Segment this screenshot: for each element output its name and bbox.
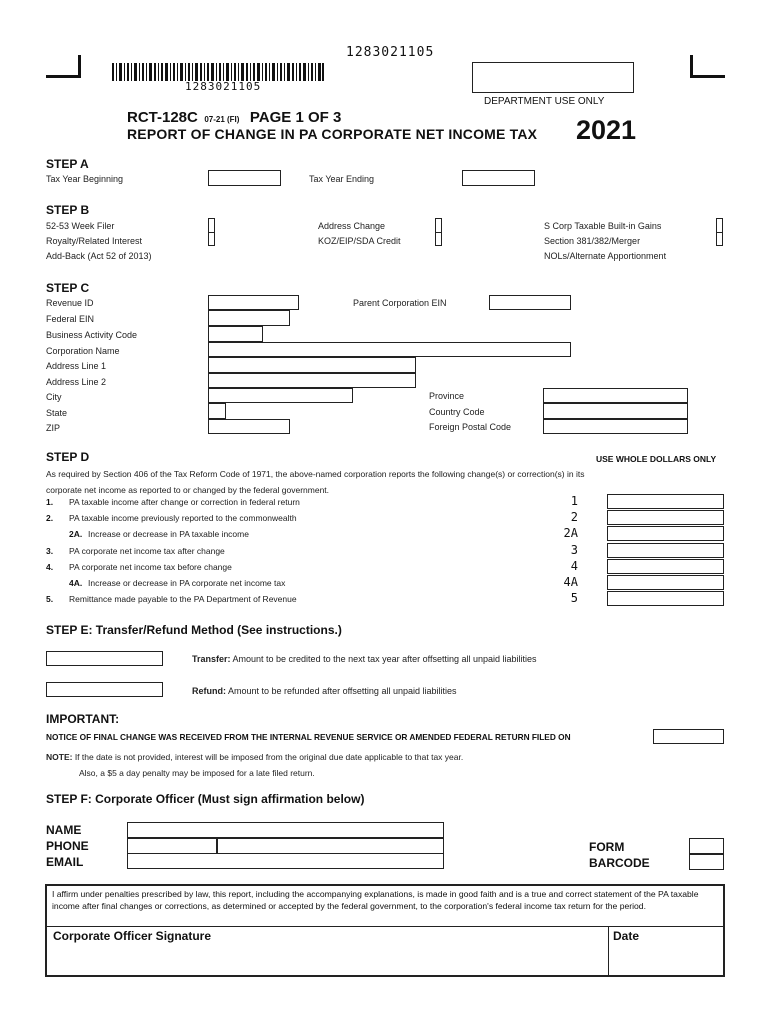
officer-email-label: EMAIL xyxy=(46,855,84,869)
officer-phone-field[interactable] xyxy=(127,838,217,854)
tax-year-beginning-label: Tax Year Beginning xyxy=(46,174,124,184)
revenue-id-field[interactable] xyxy=(208,295,299,310)
step-d-line-code: 3 xyxy=(570,543,578,557)
step-d-line-amount-field[interactable] xyxy=(607,510,724,525)
department-use-label: DEPARTMENT USE ONLY xyxy=(484,96,605,107)
step-b-koz-credit: KOZ/EIP/SDA Credit xyxy=(318,236,401,246)
step-b-address-change: Address Change xyxy=(318,221,386,231)
refund-bold: Refund: xyxy=(192,686,226,696)
refund-text: Amount to be refunded after offsetting all unpaid liabilities xyxy=(226,686,457,696)
checkbox-pair-col1[interactable] xyxy=(208,218,215,246)
refund-amount-field[interactable] xyxy=(46,682,163,697)
step-d-line-number: 4. xyxy=(46,562,54,572)
step-d-intro-1: As required by Section 406 of the Tax Reform Code of 1971, the above-named corporation reports the following change(s) or correction(s) in its xyxy=(46,469,585,479)
city-label: City xyxy=(46,392,62,402)
barcode-number: 1283021105 xyxy=(185,80,262,93)
checkbox-pair-col3[interactable] xyxy=(716,218,723,246)
step-d-line-code: 4 xyxy=(570,559,578,573)
note-bold: NOTE: xyxy=(46,752,73,762)
address-line-2-field[interactable] xyxy=(208,373,416,388)
officer-phone-ext-field[interactable] xyxy=(217,838,444,854)
federal-ein-label: Federal EIN xyxy=(46,314,95,324)
step-d-line-number: 4A. xyxy=(69,578,83,588)
step-b-s-corp: S Corp Taxable Built-in Gains xyxy=(544,221,662,231)
final-change-notice: NOTICE OF FINAL CHANGE WAS RECEIVED FROM THE INTERNAL REVENUE SERVICE OR AMENDED FEDERAL RETURN FILED ON xyxy=(46,732,571,742)
step-d-line-text: PA corporate net income tax after change xyxy=(69,546,225,556)
foreign-postal-code-field[interactable] xyxy=(543,419,688,434)
date-area[interactable] xyxy=(609,926,723,975)
officer-name-field[interactable] xyxy=(127,822,444,838)
affirmation-block xyxy=(45,884,725,977)
corporation-name-label: Corporation Name xyxy=(46,346,120,356)
corner-mark-left xyxy=(46,55,81,78)
step-d-intro-2: corporate net income as reported to or changed by the federal government. xyxy=(46,485,330,495)
step-d-line-number: 5. xyxy=(46,594,54,604)
step-d-line-amount-field[interactable] xyxy=(607,494,724,509)
note-text: If the date is not provided, interest will be imposed from the original due date applicable to that tax year. xyxy=(72,752,464,762)
officer-phone-label: PHONE xyxy=(46,839,89,853)
refund-description xyxy=(192,686,456,696)
business-activity-code-label: Business Activity Code xyxy=(46,330,138,340)
province-field[interactable] xyxy=(543,388,688,403)
transfer-text: Amount to be credited to the next tax year after offsetting all unpaid liabilities xyxy=(230,654,537,664)
step-d-line-amount-field[interactable] xyxy=(607,591,724,606)
transfer-description xyxy=(192,654,537,664)
step-d-line-number: 2. xyxy=(46,513,54,523)
country-code-field[interactable] xyxy=(543,403,688,419)
zip-label: ZIP xyxy=(46,423,61,433)
step-d-line-text: PA taxable income previously reported to the commonwealth xyxy=(69,513,297,523)
department-use-box xyxy=(472,62,634,93)
step-d-line-amount-field[interactable] xyxy=(607,543,724,558)
step-d-line-amount-field[interactable] xyxy=(607,526,724,541)
doc-number-top: 1283021105 xyxy=(346,45,435,60)
officer-email-field[interactable] xyxy=(127,853,444,869)
corporation-name-field[interactable] xyxy=(208,342,571,357)
important-heading: IMPORTANT: xyxy=(46,712,120,726)
signature-label: Corporate Officer Signature xyxy=(53,929,212,943)
step-d-heading: STEP D xyxy=(46,450,90,464)
form-id: RCT-128C xyxy=(127,109,198,126)
checkbox-pair-col2[interactable] xyxy=(435,218,442,246)
step-d-line-text: Increase or decrease in PA taxable income xyxy=(88,529,249,539)
business-activity-code-field[interactable] xyxy=(208,326,263,342)
step-b-add-back: Add-Back (Act 52 of 2013) xyxy=(46,251,152,261)
step-c-heading: STEP C xyxy=(46,281,90,295)
step-f-heading: STEP F: Corporate Officer (Must sign affirmation below) xyxy=(46,792,365,806)
tax-year-ending-field[interactable] xyxy=(462,170,535,186)
form-barcode-box-bottom xyxy=(689,854,724,870)
federal-ein-field[interactable] xyxy=(208,310,290,326)
province-label: Province xyxy=(429,391,465,401)
affirmation-text: I affirm under penalties prescribed by law, this report, including the accompanying explanations, is made in good faith and is a true and correct statement of the PA taxable income after final changes or corrections, as determined or accepted by the federal government, to the corporation's federal income tax return for the period. xyxy=(52,889,699,911)
revenue-id-label: Revenue ID xyxy=(46,298,94,308)
parent-ein-field[interactable] xyxy=(489,295,571,310)
officer-name-label: NAME xyxy=(46,823,82,837)
late-penalty-note: Also, a $5 a day penalty may be imposed for a late filed return. xyxy=(79,768,315,778)
step-d-line-code: 4A xyxy=(563,575,578,589)
step-b-nols: NOLs/Alternate Apportionment xyxy=(544,251,667,261)
step-d-line-text: Increase or decrease in PA corporate net income tax xyxy=(88,578,286,588)
step-d-line-code: 1 xyxy=(570,494,578,508)
step-d-line-code: 2A xyxy=(563,526,578,540)
note-line xyxy=(46,752,463,762)
step-b-section-381: Section 381/382/Merger xyxy=(544,236,641,246)
corner-mark-right xyxy=(690,55,725,78)
step-a-heading: STEP A xyxy=(46,157,89,171)
form-barcode-label-1: FORM xyxy=(589,840,625,854)
state-field[interactable] xyxy=(208,403,226,419)
parent-ein-label: Parent Corporation EIN xyxy=(353,298,447,308)
form-id-line xyxy=(127,109,341,127)
address-line-2-label: Address Line 2 xyxy=(46,377,107,387)
address-line-1-label: Address Line 1 xyxy=(46,361,107,371)
state-label: State xyxy=(46,408,68,418)
form-title: REPORT OF CHANGE IN PA CORPORATE NET INCOME TAX xyxy=(127,126,538,142)
step-b-royalty: Royalty/Related Interest xyxy=(46,236,143,246)
step-d-line-number: 1. xyxy=(46,497,54,507)
signature-area[interactable] xyxy=(47,926,609,975)
whole-dollars-note: USE WHOLE DOLLARS ONLY xyxy=(596,454,717,464)
step-d-line-text: PA taxable income after change or correction in federal return xyxy=(69,497,300,507)
step-d-line-amount-field[interactable] xyxy=(607,559,724,574)
address-line-1-field[interactable] xyxy=(208,357,416,373)
city-field[interactable] xyxy=(208,388,353,403)
step-b-heading: STEP B xyxy=(46,203,90,217)
barcode xyxy=(112,63,324,81)
tax-year: 2021 xyxy=(576,115,637,145)
step-d-line-code: 2 xyxy=(570,510,578,524)
page-label: PAGE 1 OF 3 xyxy=(249,109,342,126)
transfer-bold: Transfer: xyxy=(192,654,231,664)
country-code-label: Country Code xyxy=(429,407,485,417)
step-d-line-text: Remittance made payable to the PA Department of Revenue xyxy=(69,594,297,604)
form-barcode-box-top xyxy=(689,838,724,854)
step-b-52-53-week: 52-53 Week Filer xyxy=(46,221,115,231)
form-revision: 07-21 (FI) xyxy=(204,115,240,124)
final-change-date-field[interactable] xyxy=(653,729,724,744)
tax-year-ending-label: Tax Year Ending xyxy=(309,174,375,184)
step-e-heading: STEP E: Transfer/Refund Method (See instructions.) xyxy=(46,623,342,637)
step-d-line-text: PA corporate net income tax before change xyxy=(69,562,232,572)
step-d-line-number: 3. xyxy=(46,546,54,556)
date-label: Date xyxy=(613,929,640,943)
step-d-line-amount-field[interactable] xyxy=(607,575,724,590)
tax-year-beginning-field[interactable] xyxy=(208,170,281,186)
foreign-postal-code-label: Foreign Postal Code xyxy=(429,422,512,432)
transfer-amount-field[interactable] xyxy=(46,651,163,666)
form-barcode-label-2: BARCODE xyxy=(589,856,650,870)
step-d-line-code: 5 xyxy=(570,591,578,605)
zip-field[interactable] xyxy=(208,419,290,434)
step-d-line-number: 2A. xyxy=(69,529,83,539)
